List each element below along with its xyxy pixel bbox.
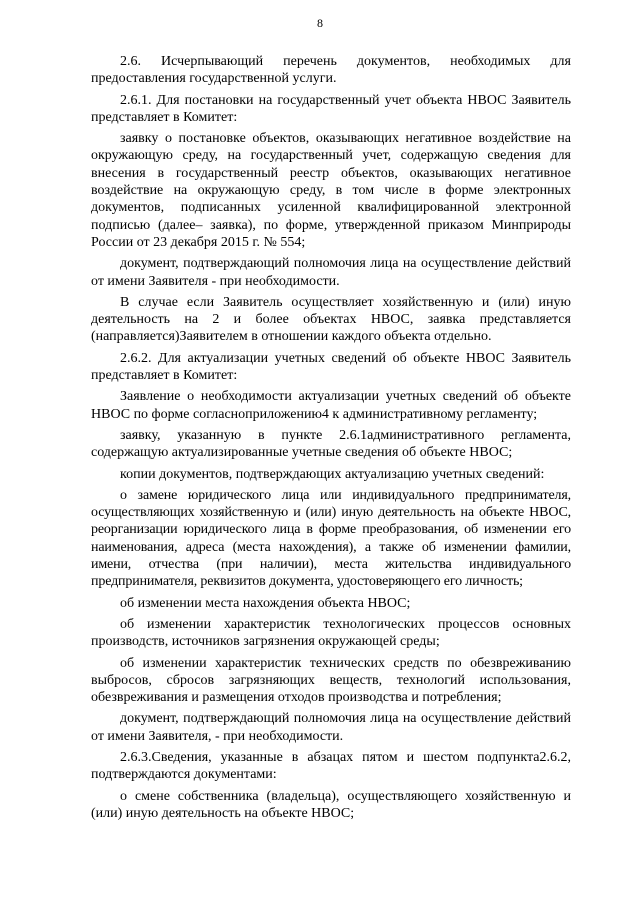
- paragraph-replacement-of-entity: о замене юридического лица или индивидуального предпринимателя, осуществляющих хозяйственную и (или) иную деятельность на объекте НВОС, реорганизации юридического лица в форме преобразования, об изменении его наименования, адреса (места нахождения), а также об изменении фамилии, имени, отчества (при наличии), места жительства индивидуального предпринимателя, реквизитов документа, удостоверяющего его личность;: [91, 487, 571, 590]
- paragraph-update-application: заявку, указанную в пункте 2.6.1административного регламента, содержащую актуализированные учетные сведения об объекте НВОС;: [91, 427, 571, 461]
- paragraph-update-statement: Заявление о необходимости актуализации учетных сведений об объекте НВОС по форме согласноприложению4 к административному регламенту;: [91, 389, 571, 422]
- document-body: [91, 53, 571, 822]
- page-number: 8: [317, 16, 323, 30]
- paragraph-location-change: об изменении места нахождения объекта НВОС;: [120, 595, 411, 611]
- paragraph-authority-document: документ, подтверждающий полномочия лица на осуществление действий от имени Заявителя - при необходимости.: [91, 256, 571, 289]
- paragraph-multiple-objects: В случае если Заявитель осуществляет хозяйственную и (или) иную деятельность на 2 и более объектах НВОС, заявка представляется (направляется)Заявителем в отношении каждого объекта отдельно.: [91, 294, 571, 345]
- paragraph-document-copies: копии документов, подтверждающих актуализацию учетных сведений:: [120, 466, 545, 482]
- paragraph-2-6-2: 2.6.2. Для актуализации учетных сведений об объекте НВОС Заявитель представляет в Комитет:: [91, 350, 571, 384]
- paragraph-owner-change: о смене собственника (владельца), осуществляющего хозяйственную и (или) иную деятельность на объекте НВОС;: [91, 788, 571, 821]
- paragraph-2-6-1: 2.6.1. Для постановки на государственный учет объекта НВОС Заявитель представляет в Комитет:: [91, 92, 571, 125]
- paragraph-2-6-3: 2.6.3.Сведения, указанные в абзацах пятом и шестом подпункта2.6.2, подтверждаются документами:: [91, 749, 571, 783]
- paragraph-authority-document-2: документ, подтверждающий полномочия лица на осуществление действий от имени Заявителя, - при необходимости.: [91, 711, 571, 744]
- paragraph-technical-means-change: об изменении характеристик технических средств по обезвреживанию выбросов, сбросов загрязняющих веществ, технологий использования, обезвреживания и размещения отходов производства и потребления;: [91, 655, 571, 706]
- paragraph-process-change: об изменении характеристик технологических процессов основных производств, источников загрязнения окружающей среды;: [91, 616, 571, 650]
- paragraph-application: заявку о постановке объектов, оказывающих негативное воздействие на окружающую среду, на государственный учет, содержащую сведения для внесения в государственный реестр объектов, оказывающих негативное воздействие на окружающую среду, в том числе в форме электронных документов, подписанных усиленной квалифицированной электронной подписью (далее– заявка), по форме, утвержденной приказом Минприроды России от 23 декабря 2015 г. № 554;: [91, 131, 571, 250]
- paragraph-2-6-heading: 2.6. Исчерпывающий перечень документов, необходимых для предоставления государственной услуги.: [91, 54, 571, 87]
